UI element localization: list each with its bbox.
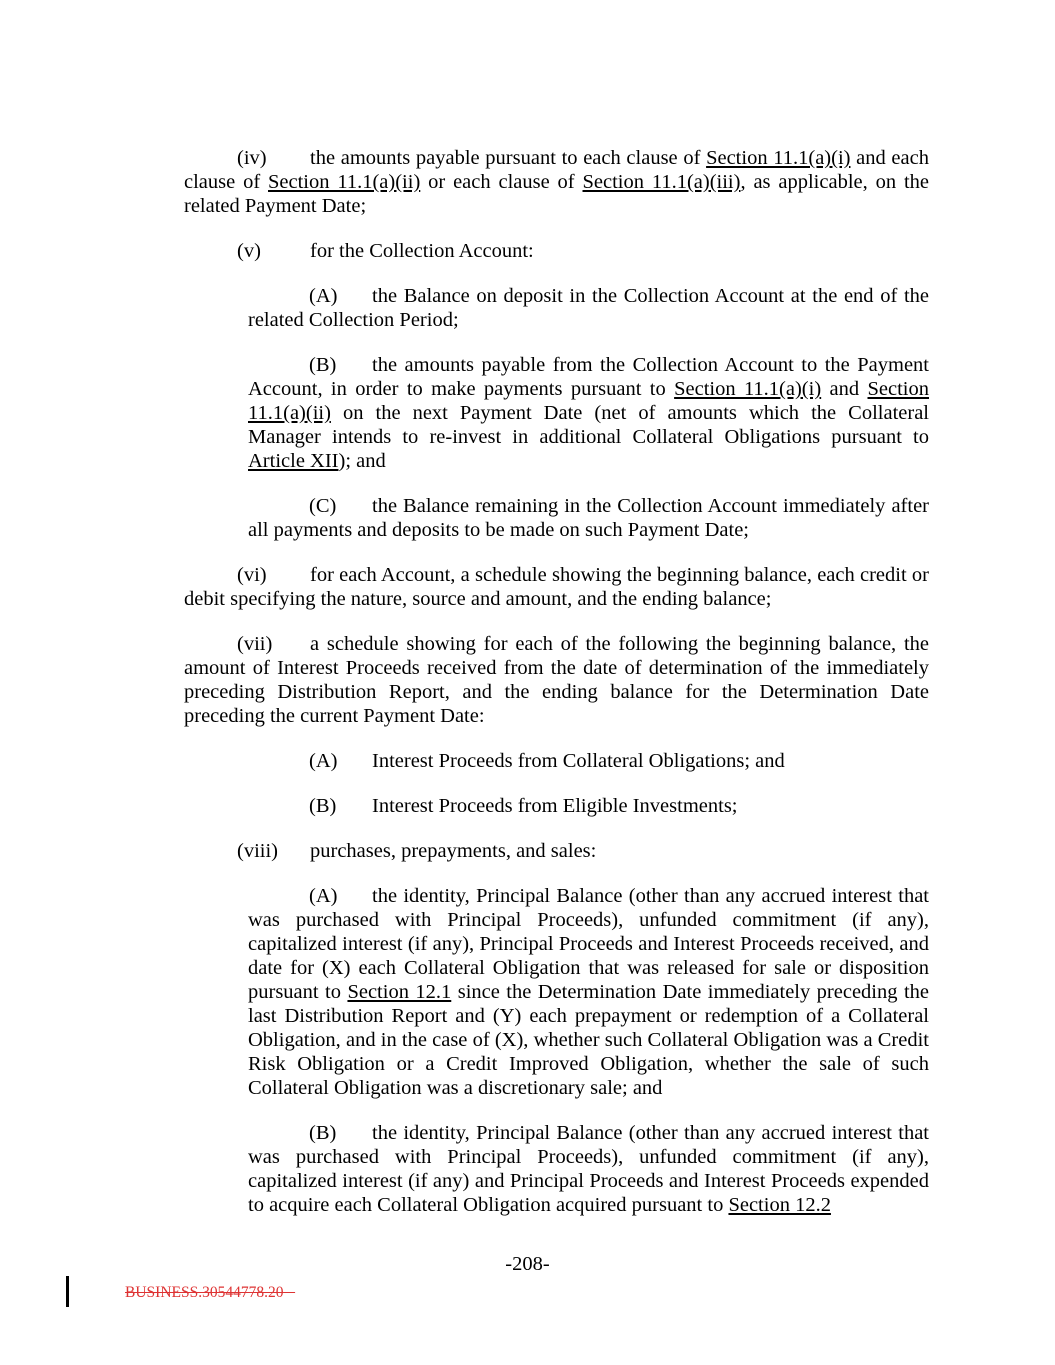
clause-text: the amounts payable pursuant to each clause of xyxy=(310,147,707,169)
clause-text: the amounts payable from the Collection Account to the Payment Account, in order to make payments pursuant to xyxy=(248,354,929,400)
clause-text: and xyxy=(821,378,868,400)
clause-label: (B) xyxy=(309,354,337,376)
section-reference: Section 11.1(a)(ii) xyxy=(248,378,929,424)
paragraph-7-A xyxy=(184,749,929,773)
paragraph-3-B xyxy=(184,353,929,473)
section-reference: Section 11.1(a)(i) xyxy=(674,378,822,400)
clause-label: (B) xyxy=(309,795,337,817)
paragraph-5-vi xyxy=(184,563,929,611)
paragraph-10-A xyxy=(184,884,929,1100)
clause-text: and each clause of xyxy=(184,147,929,193)
clause-text: since the Determination Date immediately preceding the last Distribution Report and (Y) each prepayment or redemption of a Collateral Obligation, and in the case of (X), whether such Collateral Obligation was a Credit Risk Obligation or a Credit Improved Obligation, whether the sale of such Collateral Obligation was a discretionary sale; and xyxy=(248,981,929,1099)
section-reference: Section 11.1(a)(iii) xyxy=(582,171,741,193)
paragraph-1-v xyxy=(184,239,929,263)
clause-text: the Balance on deposit in the Collection Account at the end of the related Collection Period; xyxy=(248,285,929,331)
clause-label: (viii) xyxy=(237,840,278,862)
revision-change-bar xyxy=(66,1276,69,1307)
page-number: -208- xyxy=(505,1253,550,1275)
paragraph-0-iv xyxy=(184,146,929,218)
paragraph-11-B xyxy=(184,1121,929,1217)
paragraph-6-vii xyxy=(184,632,929,728)
clause-label: (A) xyxy=(309,285,338,307)
section-reference: Article XII xyxy=(248,450,339,472)
paragraph-4-C xyxy=(184,494,929,542)
document-body xyxy=(184,146,929,1217)
clause-text: a schedule showing for each of the following the beginning balance, the amount of Interest Proceeds received from the date of determination of the immediately preceding Distribution Report, and the ending balance for the Determination Date preceding the current Payment Date: xyxy=(184,633,929,727)
clause-text: the identity, Principal Balance (other than any accrued interest that was purchased with Principal Proceeds), unfunded commitment (if any), capitalized interest (if any), Principal Proceeds and Interest Proceeds received, and date for (X) each Collateral Obligation that was released for sale or disposition pursuant to xyxy=(248,885,929,1003)
clause-text: on the next Payment Date (net of amounts which the Collateral Manager intends to re-invest in additional Collateral Obligations pursuant to xyxy=(248,402,929,448)
clause-label: (iv) xyxy=(237,147,267,169)
clause-label: (A) xyxy=(309,750,338,772)
clause-text: for each Account, a schedule showing the beginning balance, each credit or debit specifying the nature, source and amount, and the ending balance; xyxy=(184,564,929,610)
clause-text: ); and xyxy=(338,450,386,472)
section-reference: Section 11.1(a)(ii) xyxy=(268,171,421,193)
clause-label: (C) xyxy=(309,495,337,517)
clause-text: the Balance remaining in the Collection Account immediately after all payments and deposits to be made on such Payment Date; xyxy=(248,495,929,541)
section-reference: Section 12.1 xyxy=(347,981,452,1003)
clause-label: (vii) xyxy=(237,633,273,655)
clause-text: , as applicable, on the related Payment Date; xyxy=(184,171,930,217)
paragraph-2-A xyxy=(184,284,929,332)
clause-label: (A) xyxy=(309,885,338,907)
paragraph-9-viii xyxy=(184,839,929,863)
clause-text: Interest Proceeds from Collateral Obligations; and xyxy=(372,750,785,772)
clause-label: (v) xyxy=(237,240,261,262)
clause-text: the identity, Principal Balance (other than any accrued interest that was purchased with Principal Proceeds), unfunded commitment (if any), capitalized interest (if any) and Principal Proceeds and Interest Proceeds expended to acquire each Collateral Obligation acquired pursuant to xyxy=(248,1122,929,1216)
clause-label: (vi) xyxy=(237,564,267,586)
section-reference: Section 11.1(a)(i) xyxy=(706,147,851,169)
clause-text: purchases, prepayments, and sales: xyxy=(310,840,597,862)
clause-text: or each clause of xyxy=(420,171,583,193)
paragraph-8-B xyxy=(184,794,929,818)
clause-text: for the Collection Account: xyxy=(310,240,534,262)
section-reference: Section 12.2 xyxy=(728,1194,831,1216)
clause-label: (B) xyxy=(309,1122,337,1144)
document-id-strikethrough: BUSINESS.30544778.20 xyxy=(125,1284,284,1301)
clause-text: Interest Proceeds from Eligible Investments; xyxy=(372,795,738,817)
